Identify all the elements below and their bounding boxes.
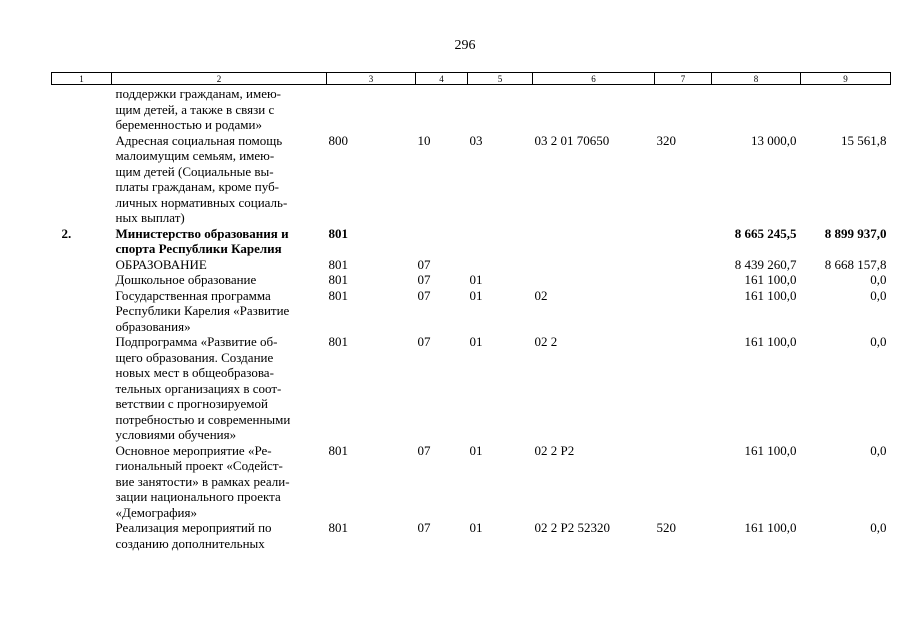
row-number xyxy=(52,85,112,133)
table-row xyxy=(52,288,891,335)
amount-col8-text: 161 100,0 xyxy=(744,442,797,458)
subsection-code xyxy=(468,334,533,443)
amount-col8-text: 161 100,0 xyxy=(744,520,797,535)
amount-col8 xyxy=(712,257,801,273)
amount-col9-text: 0,0 xyxy=(870,520,887,535)
subsection-code-text: 01 xyxy=(469,272,483,287)
row-name-text: Реализация мероприятий по созданию дополнительных xyxy=(115,520,272,551)
section-code xyxy=(416,133,468,226)
row-name-text: Дошкольное образование xyxy=(115,272,257,287)
amount-col9 xyxy=(801,272,891,288)
page-number: 296 xyxy=(454,38,476,53)
ministry-code xyxy=(327,257,416,273)
expense-type-code xyxy=(655,85,712,133)
subsection-code-text: 01 xyxy=(469,520,483,535)
ministry-code xyxy=(327,334,416,443)
expense-type-code-text: 520 xyxy=(656,520,676,535)
row-number xyxy=(52,272,112,288)
subsection-code xyxy=(468,272,533,288)
row-name-text: поддержки гражданам, имею- щим детей, а также в связи с беременностью и родами» xyxy=(115,86,282,132)
target-article-code-text: 02 2 xyxy=(534,334,558,349)
expense-type-code xyxy=(655,226,712,257)
target-article-code xyxy=(533,443,655,521)
row-name-text: ОБРАЗОВАНИЕ xyxy=(115,256,207,272)
table-row xyxy=(52,85,891,133)
expense-type-code xyxy=(655,288,712,335)
expense-type-code xyxy=(655,334,712,443)
target-article-code xyxy=(533,257,655,273)
target-article-code-text: 02 xyxy=(534,287,548,303)
amount-col8-text: 161 100,0 xyxy=(744,287,797,303)
column-header-6: 6 xyxy=(533,73,655,85)
amount-col9-text: 0,0 xyxy=(870,287,887,303)
ministry-code-text: 801 xyxy=(328,334,348,349)
table-row xyxy=(52,334,891,443)
column-header-4: 4 xyxy=(416,73,468,85)
expense-type-code xyxy=(655,272,712,288)
amount-col9-text: 15 561,8 xyxy=(841,132,887,148)
ministry-code xyxy=(327,85,416,133)
ministry-code xyxy=(327,520,416,551)
column-header-9: 9 xyxy=(801,73,891,85)
amount-col8 xyxy=(712,334,801,443)
target-article-code xyxy=(533,226,655,257)
row-number xyxy=(52,520,112,551)
amount-col8 xyxy=(712,85,801,133)
ministry-code xyxy=(327,133,416,226)
row-number xyxy=(52,288,112,335)
section-code xyxy=(416,257,468,273)
row-number xyxy=(52,257,112,273)
subsection-code-text: 01 xyxy=(469,287,483,303)
section-code xyxy=(416,272,468,288)
row-name-text: Основное мероприятие «Ре- гиональный проект «Содейст- вие занятости» в рамках реали- зации национального проекта «Демография» xyxy=(115,442,290,520)
table-row xyxy=(52,133,891,226)
row-name xyxy=(112,520,327,551)
target-article-code-text: 02 2 P2 52320 xyxy=(534,520,610,535)
ministry-code-text: 801 xyxy=(328,272,348,287)
target-article-code-text: 03 2 01 70650 xyxy=(534,132,610,148)
subsection-code-text: 01 xyxy=(469,334,483,349)
expense-type-code xyxy=(655,133,712,226)
table-row xyxy=(52,520,891,551)
ministry-code xyxy=(327,226,416,257)
expense-type-code-text: 320 xyxy=(656,132,676,148)
row-number-text: 2. xyxy=(61,225,72,241)
target-article-code xyxy=(533,520,655,551)
column-header-2: 2 xyxy=(112,73,327,85)
row-name-text: Адресная социальная помощь малоимущим семьям, имею- щим детей (Социальные вы- платы гражданам, кроме пуб- личных нормативных социаль- ных выплат) xyxy=(115,132,288,225)
subsection-code-text: 01 xyxy=(469,442,483,458)
table-body xyxy=(52,85,891,552)
ministry-code xyxy=(327,272,416,288)
ministry-code xyxy=(327,443,416,521)
row-name xyxy=(112,443,327,521)
amount-col9 xyxy=(801,85,891,133)
row-name xyxy=(112,133,327,226)
row-name xyxy=(112,257,327,273)
amount-col9-text: 0,0 xyxy=(870,334,887,349)
target-article-code xyxy=(533,334,655,443)
amount-col9 xyxy=(801,288,891,335)
table-row xyxy=(52,272,891,288)
amount-col9 xyxy=(801,257,891,273)
ministry-code-text: 800 xyxy=(328,132,348,148)
ministry-code xyxy=(327,288,416,335)
amount-col8-text: 161 100,0 xyxy=(744,334,797,349)
row-number xyxy=(52,133,112,226)
section-code xyxy=(416,85,468,133)
row-name-text: Государственная программа Республики Карелия «Развитие образования» xyxy=(115,287,290,334)
amount-col9 xyxy=(801,334,891,443)
amount-col8 xyxy=(712,133,801,226)
column-header-7: 7 xyxy=(655,73,712,85)
row-name-text: Подпрограмма «Развитие об- щего образования. Создание новых мест в общеобразова- тельных организациях в соот- ветствии с прогнозируемой потребностью и современными условиями обучения» xyxy=(115,334,291,442)
column-header-8: 8 xyxy=(712,73,801,85)
section-code-text: 07 xyxy=(417,334,431,349)
row-name-text: Министерство образования и спорта Республики Карелия xyxy=(115,225,289,256)
expense-type-code xyxy=(655,257,712,273)
section-code xyxy=(416,288,468,335)
ministry-code-text: 801 xyxy=(328,256,348,272)
section-code xyxy=(416,226,468,257)
subsection-code xyxy=(468,443,533,521)
amount-col8-text: 13 000,0 xyxy=(751,132,797,148)
section-code-text: 10 xyxy=(417,132,431,148)
row-name xyxy=(112,288,327,335)
amount-col9 xyxy=(801,133,891,226)
ministry-code-text: 801 xyxy=(328,287,348,303)
row-name xyxy=(112,85,327,133)
target-article-code xyxy=(533,133,655,226)
section-code-text: 07 xyxy=(417,272,431,287)
subsection-code xyxy=(468,85,533,133)
ministry-code-text: 801 xyxy=(328,520,348,535)
column-header-5: 5 xyxy=(468,73,533,85)
amount-col8-text: 161 100,0 xyxy=(744,272,797,287)
section-code-text: 07 xyxy=(417,442,431,458)
amount-col9 xyxy=(801,226,891,257)
amount-col8 xyxy=(712,520,801,551)
target-article-code-text: 02 2 P2 xyxy=(534,442,575,458)
expense-type-code xyxy=(655,520,712,551)
target-article-code xyxy=(533,272,655,288)
expense-type-code xyxy=(655,443,712,521)
section-code xyxy=(416,443,468,521)
row-number xyxy=(52,334,112,443)
budget-table xyxy=(51,72,891,551)
row-number xyxy=(52,226,112,257)
ministry-code-text: 801 xyxy=(328,225,348,241)
row-name xyxy=(112,272,327,288)
column-header-1: 1 xyxy=(52,73,112,85)
amount-col9-text: 0,0 xyxy=(870,442,887,458)
section-code xyxy=(416,334,468,443)
target-article-code xyxy=(533,288,655,335)
section-code-text: 07 xyxy=(417,520,431,535)
section-code-text: 07 xyxy=(417,287,431,303)
column-header-3: 3 xyxy=(327,73,416,85)
subsection-code xyxy=(468,226,533,257)
row-name xyxy=(112,226,327,257)
target-article-code xyxy=(533,85,655,133)
column-number-header-row xyxy=(52,73,891,85)
table-row xyxy=(52,443,891,521)
amount-col8-text: 8 439 260,7 xyxy=(734,256,797,272)
ministry-code-text: 801 xyxy=(328,442,348,458)
amount-col8 xyxy=(712,443,801,521)
amount-col8 xyxy=(712,226,801,257)
subsection-code xyxy=(468,520,533,551)
subsection-code xyxy=(468,257,533,273)
subsection-code xyxy=(468,288,533,335)
amount-col9 xyxy=(801,520,891,551)
subsection-code xyxy=(468,133,533,226)
amount-col9 xyxy=(801,443,891,521)
row-number xyxy=(52,443,112,521)
amount-col8 xyxy=(712,288,801,335)
amount-col8-text: 8 665 245,5 xyxy=(734,225,797,241)
table-row xyxy=(52,226,891,257)
subsection-code-text: 03 xyxy=(469,132,483,148)
amount-col9-text: 8 899 937,0 xyxy=(824,225,887,241)
amount-col9-text: 0,0 xyxy=(870,272,887,287)
amount-col9-text: 8 668 157,8 xyxy=(824,256,887,272)
section-code xyxy=(416,520,468,551)
section-code-text: 07 xyxy=(417,256,431,272)
table-row xyxy=(52,257,891,273)
amount-col8 xyxy=(712,272,801,288)
row-name xyxy=(112,334,327,443)
